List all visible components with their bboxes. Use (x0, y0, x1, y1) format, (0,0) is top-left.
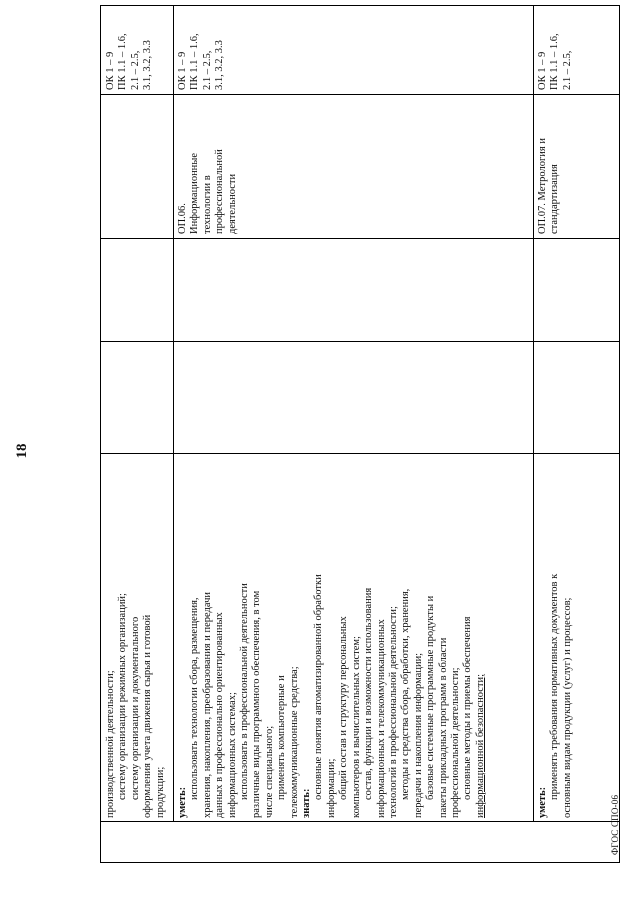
discipline-line: технологии в (201, 175, 213, 234)
column-divider (101, 453, 619, 454)
code-line: ПК 1.1 – 1.6, (189, 33, 201, 90)
text-line: информационных системах; (226, 692, 238, 818)
text-line: хранения, накопления, преобразования и передачи (201, 591, 213, 818)
text-line: числе специального; (263, 725, 275, 818)
text-line: использовать технологии сбора, размещения, (189, 597, 201, 800)
text-line: пакеты прикладных программ в области (437, 637, 449, 818)
text-line: оформления учета движения сырья и готовой (142, 614, 154, 818)
row2-competence-cell (177, 456, 487, 818)
text-line: основные методы и приемы обеспечения (462, 616, 474, 800)
column-divider (101, 94, 619, 95)
row-divider (173, 6, 174, 822)
umet-label: уметь: (177, 786, 188, 818)
code-line: ПК 1.1 – 1.6, (117, 33, 129, 90)
text-line: систему организации и документального (129, 616, 141, 800)
discipline-line: деятельности (226, 173, 238, 234)
discipline-line: Информационные (189, 152, 201, 234)
znat-label: знать: (301, 788, 313, 818)
row1-codes-cell (105, 6, 155, 90)
code-line: ПК 1.1 – 1.6, (549, 33, 561, 90)
discipline-line: ОП.06. (177, 203, 188, 234)
code-line: 3.1, 3.2, 3.3 (214, 40, 226, 90)
row2-codes-cell (177, 6, 227, 90)
code-line: ОК 1 – 9 (105, 51, 116, 90)
code-line: 3.1, 3.2, 3.3 (142, 40, 154, 90)
text-line: продукции; (154, 766, 166, 818)
row2-discipline-cell (177, 98, 239, 234)
text-line: телекоммуникационные средства; (288, 666, 300, 818)
text-line: состав, функции и возможности использования (363, 587, 375, 800)
text-line: основным видам продукции (услуг) и процессов; (561, 597, 573, 818)
column-divider (101, 238, 619, 239)
text-line: информационной безопасности; (474, 673, 486, 818)
code-line: 2.1 – 2.5, (561, 50, 573, 90)
row3-codes-cell (537, 6, 574, 90)
text-line: общий состав и структуру персональных (338, 616, 350, 800)
text-line: производственной деятельности; (105, 670, 116, 818)
discipline-line: стандартизация (549, 164, 561, 234)
text-line: применять требования нормативных документов к (549, 573, 561, 800)
text-line: информации; (325, 758, 337, 818)
row-divider (533, 6, 534, 822)
column-divider (101, 821, 619, 822)
page-number: 18 (14, 443, 30, 459)
text-line: профессиональной деятельности; (449, 667, 461, 818)
discipline-line: профессиональной (214, 149, 226, 234)
code-line: 2.1 – 2.5, (201, 50, 213, 90)
code-line: ОК 1 – 9 (537, 51, 548, 90)
text-line: передачи и накопления информации; (412, 652, 424, 818)
text-line: данных в профессионально ориентированных (214, 612, 226, 818)
column-divider (101, 341, 619, 342)
text-line: технологий в профессиональной деятельности; (387, 606, 399, 818)
row3-competence-cell (537, 456, 574, 818)
row1-competence-cell (105, 456, 167, 818)
competence-table (100, 5, 620, 863)
text-line: основные понятия автоматизированной обработки (313, 574, 325, 800)
text-line: использовать в профессиональной деятельности (239, 583, 251, 800)
code-line: 2.1 – 2.5, (129, 50, 141, 90)
discipline-line: ОП.07. Метрология и (537, 138, 548, 234)
text-line: информационных и телекоммуникационных (375, 619, 387, 818)
umet-label: уметь: (537, 786, 548, 818)
text-line: различные виды программного обеспечения, в том (251, 590, 263, 818)
text-line: применять компьютерные и (276, 675, 288, 800)
text-line: методы и средства сбора, обработки, хранения, (400, 588, 412, 800)
code-line: ОК 1 – 9 (177, 51, 188, 90)
text-line: компьютеров и вычислительных систем; (350, 636, 362, 818)
row3-discipline-cell (537, 98, 562, 234)
footer-code: ФГОС СПО-06 (610, 794, 620, 855)
text-line: базовые системные программные продукты и (425, 595, 437, 800)
text-line: систему организации режимных организаций; (117, 593, 129, 800)
